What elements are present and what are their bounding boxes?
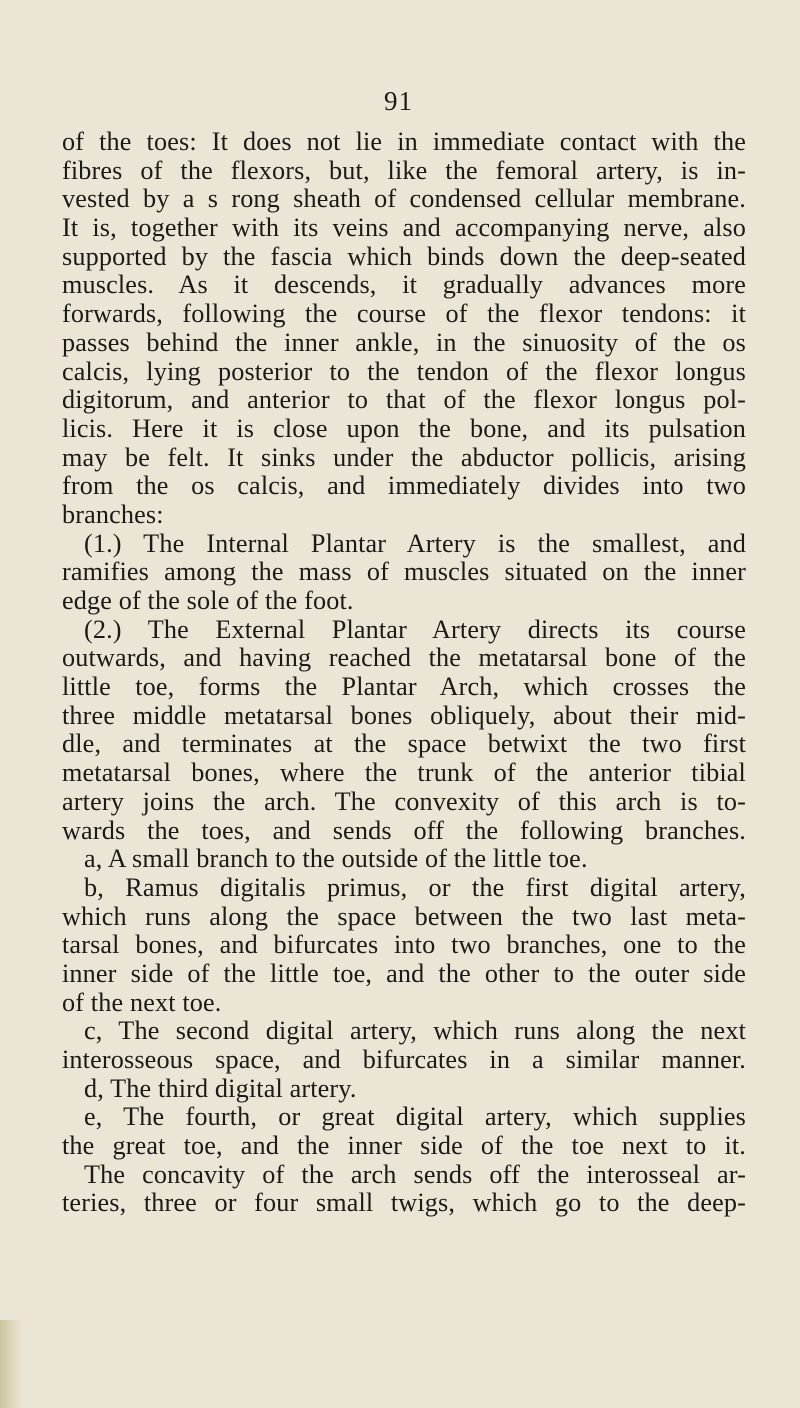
text-line: may be felt. It sinks under the abductor pollicis, arising: [62, 442, 746, 472]
text-line: the great toe, and the inner side of the toe next to it.: [62, 1131, 746, 1161]
text-line: vested by a s rong sheath of condensed cellular membrane.: [62, 184, 746, 214]
page-edge-stain: [0, 1320, 22, 1408]
text-line: of the toes: It does not lie in immediate contact with the: [62, 127, 746, 156]
text-line: supported by the fascia which binds down the deep-seated: [62, 241, 746, 271]
text-line: three middle metatarsal bones obliquely, about their mid-: [62, 700, 746, 730]
text-line: interosseous space, and bifurcates in a similar manner.: [62, 1045, 746, 1074]
text-line: branches:: [62, 499, 164, 529]
text-line: a, A small branch to the outside of the little toe.: [84, 844, 588, 874]
text-line: It is, together with its veins and accompanying nerve, also: [62, 213, 746, 243]
text-line: outwards, and having reached the metatarsal bone of the: [62, 643, 746, 673]
text-line: metatarsal bones, where the trunk of the anterior tibial: [62, 758, 746, 788]
text-line: little toe, forms the Plantar Arch, which crosses the: [62, 672, 746, 702]
text-line: (1.) The Internal Plantar Artery is the smallest, and: [84, 528, 746, 558]
text-line: c, The second digital artery, which runs along the next: [84, 1016, 746, 1046]
text-line: of the next toe.: [62, 987, 222, 1017]
text-line: forwards, following the course of the flexor tendons: it: [62, 299, 746, 329]
text-line: teries, three or four small twigs, which go to the deep-: [62, 1188, 746, 1218]
text-line: fibres of the flexors, but, like the femoral artery, is in-: [62, 155, 746, 185]
text-line: from the os calcis, and immediately divides into two: [62, 471, 746, 501]
page-number: 91: [384, 86, 413, 116]
text-line: calcis, lying posterior to the tendon of the flexor longus: [62, 356, 746, 386]
text-line: (2.) The External Plantar Artery directs its course: [84, 614, 746, 644]
text-line: The concavity of the arch sends off the interosseal ar-: [84, 1159, 746, 1189]
text-line: b, Ramus digitalis primus, or the first digital artery,: [84, 872, 746, 902]
text-line: artery joins the arch. The convexity of this arch is to-: [62, 786, 746, 816]
text-line: ramifies among the mass of muscles situated on the inner: [62, 557, 746, 587]
text-line: which runs along the space between the two last meta-: [62, 901, 746, 931]
text-line: dle, and terminates at the space betwixt the two first: [62, 729, 746, 759]
text-line: wards the toes, and sends off the following branches.: [62, 815, 746, 845]
body-text: [62, 128, 746, 1218]
text-line: e, The fourth, or great digital artery, which supplies: [84, 1102, 746, 1132]
text-line: tarsal bones, and bifurcates into two branches, one to the: [62, 930, 746, 960]
text-line: digitorum, and anterior to that of the flexor longus pol-: [62, 385, 746, 415]
text-line: muscles. As it descends, it gradually advances more: [62, 270, 746, 300]
text-line: edge of the sole of the foot.: [62, 586, 354, 615]
text-line: inner side of the little toe, and the other to the outer side: [62, 958, 746, 988]
text-line: passes behind the inner ankle, in the sinuosity of the os: [62, 327, 746, 357]
text-line: licis. Here it is close upon the bone, and its pulsation: [62, 413, 746, 443]
text-line: d, The third digital artery.: [84, 1073, 357, 1103]
